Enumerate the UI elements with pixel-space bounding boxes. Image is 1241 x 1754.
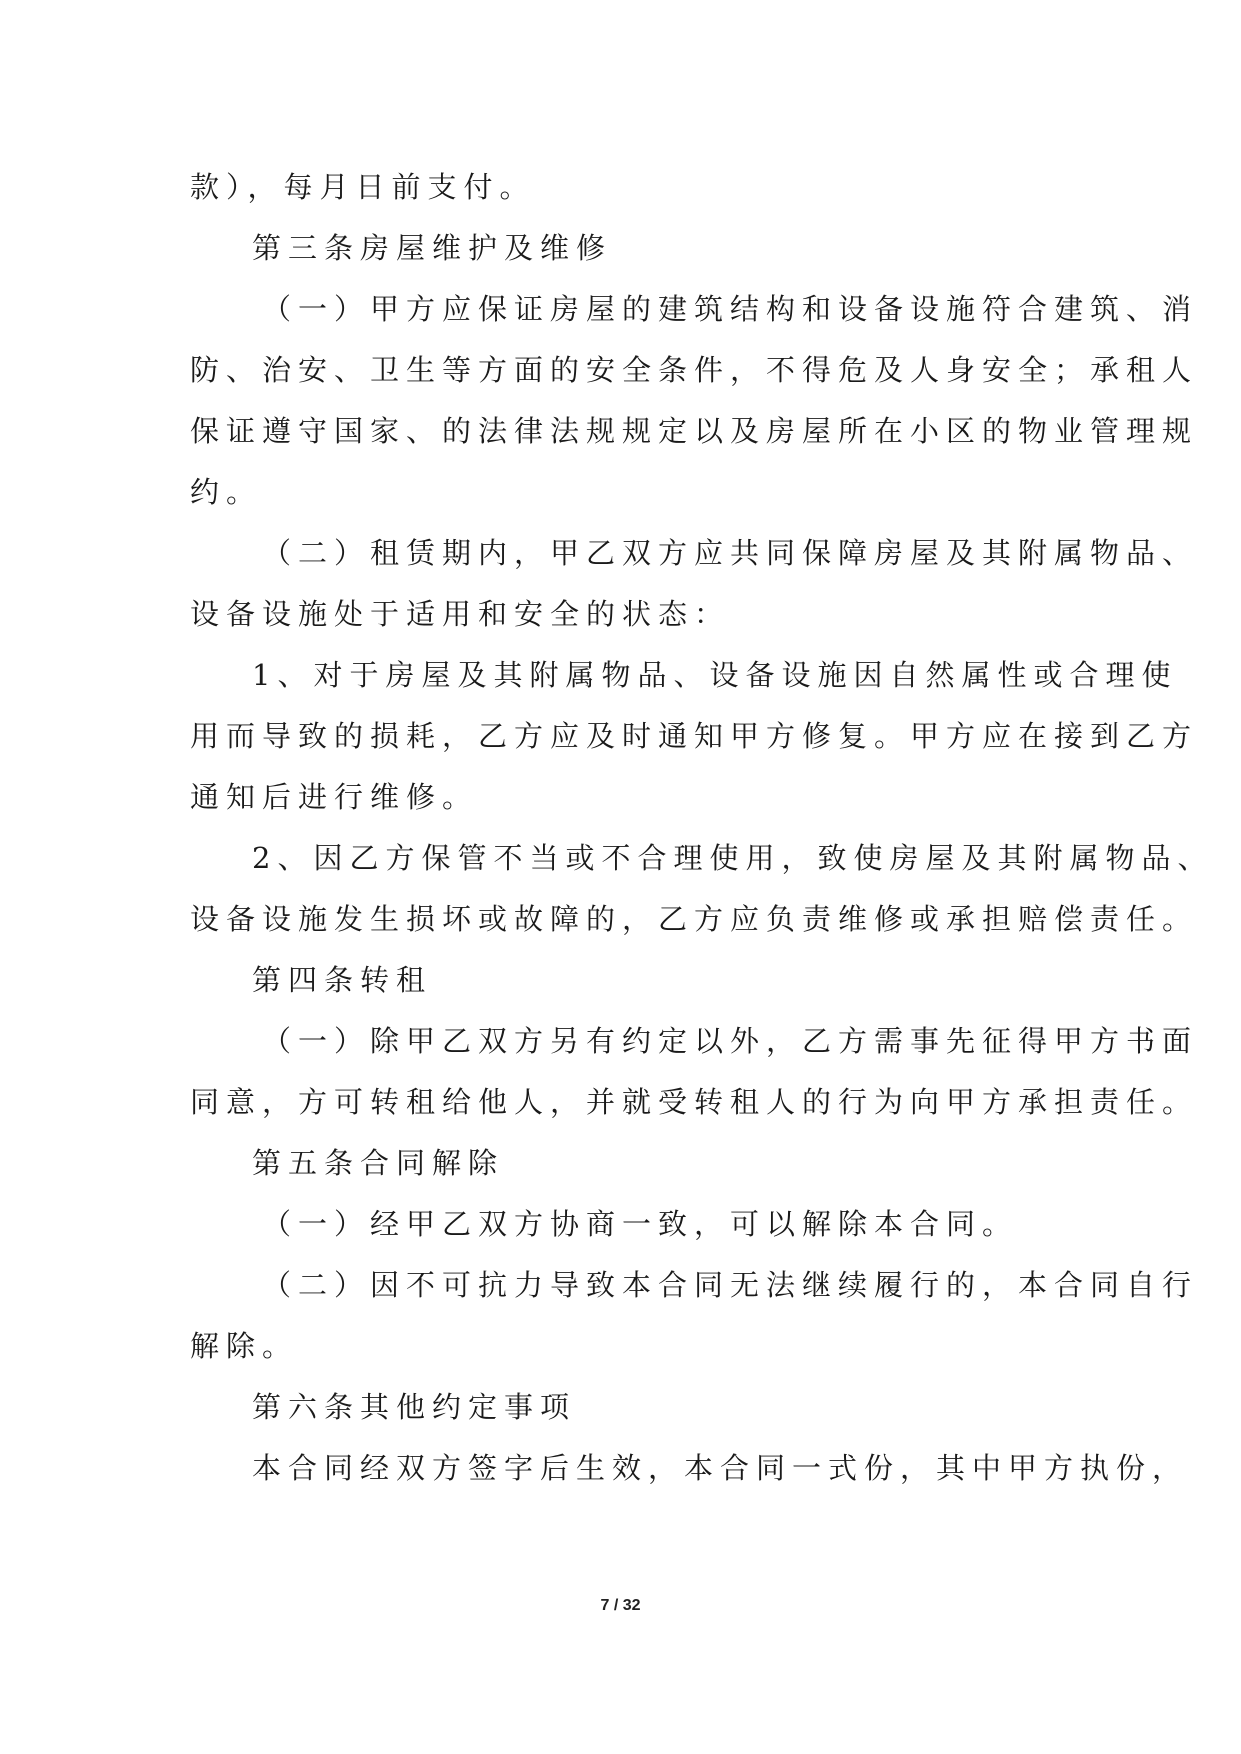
paragraph-line: 用而导致的损耗，乙方应及时通知甲方修复。甲方应在接到乙方 [190,719,1199,753]
section-heading: 第五条合同解除 [252,1146,505,1180]
section-heading: 第三条房屋维护及维修 [252,231,613,265]
paragraph-line: （二）租赁期内，甲乙双方应共同保障房屋及其附属物品、 [262,536,1199,570]
paragraph-line: （一）除甲乙双方另有约定以外，乙方需事先征得甲方书面 [262,1024,1199,1058]
paragraph-line: 保证遵守国家、的法律法规规定以及房屋所在小区的物业管理规 [190,414,1199,448]
paragraph-line: 本合同经双方签字后生效，本合同一式份，其中甲方执份， [252,1451,1189,1485]
section-heading: 第六条其他约定事项 [252,1390,577,1424]
page-number: 7 / 32 [600,1597,641,1614]
paragraph-line: 解除。 [190,1329,299,1363]
paragraph-line: 约。 [190,475,263,509]
paragraph-line: 设备设施处于适用和安全的状态： [190,597,731,631]
paragraph-line: 防、治安、卫生等方面的安全条件，不得危及人身安全；承租人 [190,353,1199,387]
paragraph-line: 2、因乙方保管不当或不合理使用，致使房屋及其附属物品、 [252,841,1214,875]
section-heading: 第四条转租 [252,963,433,997]
paragraph-line: 通知后进行维修。 [190,780,479,814]
paragraph-line: 1、对于房屋及其附属物品、设备设施因自然属性或合理使 [252,658,1178,692]
paragraph-line: （二）因不可抗力导致本合同无法继续履行的，本合同自行 [262,1268,1199,1302]
paragraph-line: 款），每月日前支付。 [190,170,536,204]
paragraph-line: 同意，方可转租给他人，并就受转租人的行为向甲方承担责任。 [190,1085,1199,1119]
paragraph-line: （一）甲方应保证房屋的建筑结构和设备设施符合建筑、消 [262,292,1199,326]
paragraph-line: （一）经甲乙双方协商一致，可以解除本合同。 [262,1207,1019,1241]
paragraph-line: 设备设施发生损坏或故障的，乙方应负责维修或承担赔偿责任。 [190,902,1199,936]
